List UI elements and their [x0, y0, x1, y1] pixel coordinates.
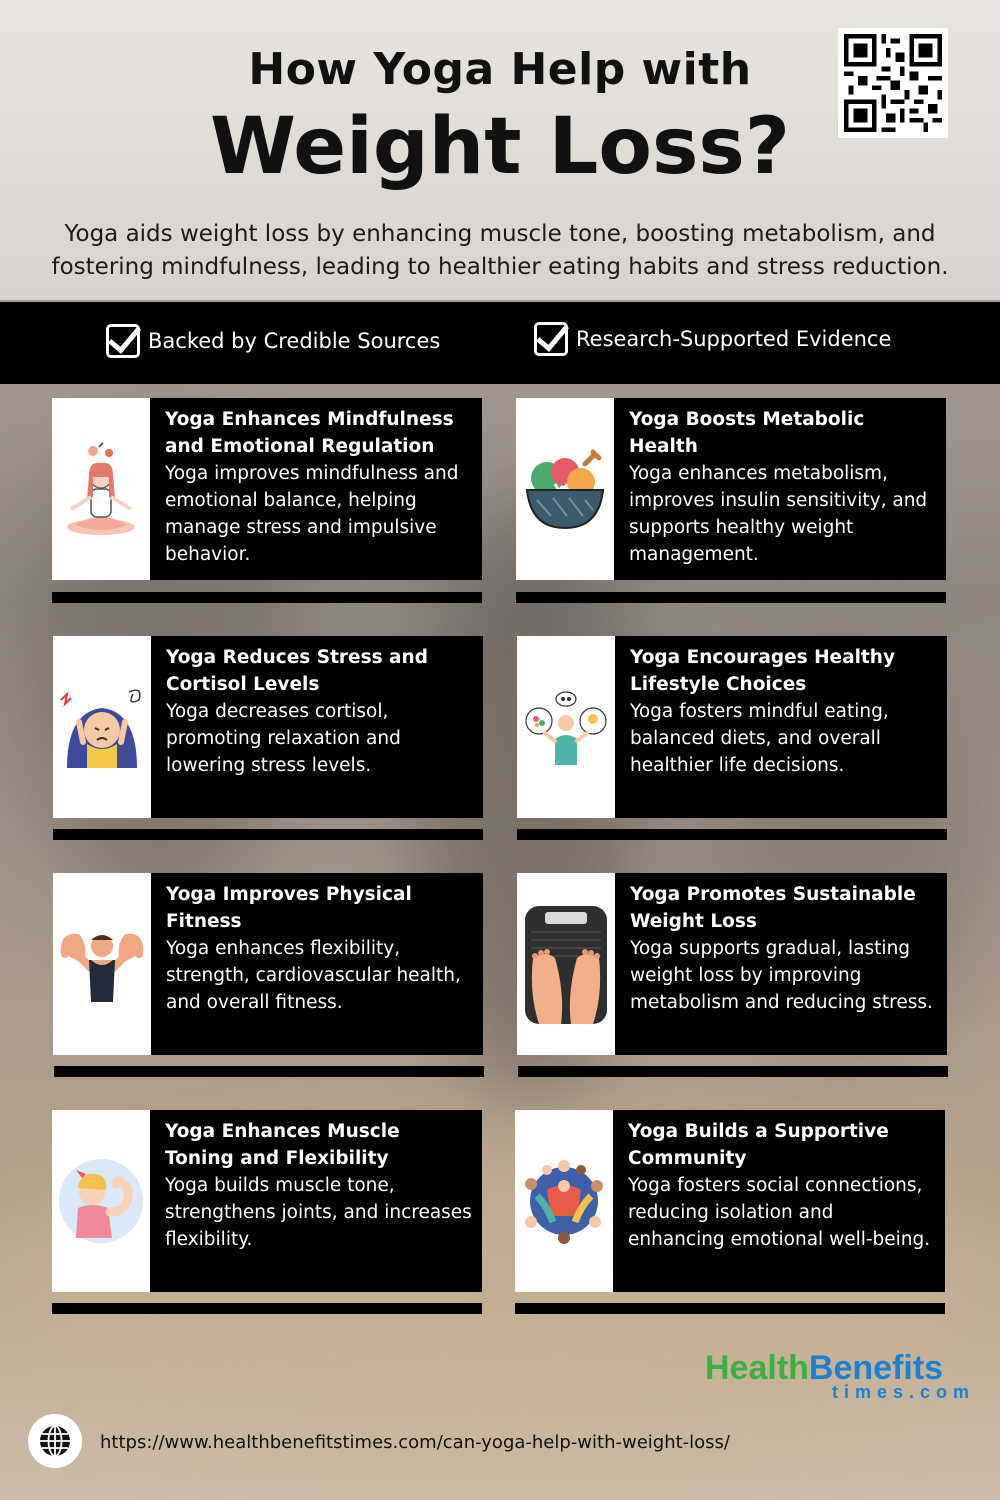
logo-times: times.com	[831, 1382, 975, 1402]
card-underline	[518, 1066, 948, 1077]
community-group-icon	[515, 1110, 613, 1292]
card-underline	[52, 1303, 482, 1314]
card-description: Yoga enhances metabolism, improves insulin sensitivity, and supports healthy weight management.	[629, 463, 928, 565]
meditating-woman-icon	[52, 398, 150, 580]
badge-label: Research-Supported Evidence	[576, 327, 892, 351]
benefit-card	[517, 636, 947, 818]
flexing-man-icon	[53, 873, 151, 1055]
badge-research-evidence	[534, 322, 891, 356]
benefit-card	[516, 398, 946, 580]
brand-logo[interactable]	[705, 1350, 975, 1403]
salad-bowl-icon	[516, 398, 614, 580]
logo-benefits: Benefits	[808, 1349, 944, 1387]
card-description: Yoga improves mindfulness and emotional balance, helping manage stress and impulsive behavior.	[165, 463, 459, 565]
logo-health: Health	[705, 1349, 809, 1387]
card-title: Yoga Enhances Muscle Toning and Flexibility	[165, 1121, 400, 1169]
benefit-card	[53, 873, 483, 1055]
stressed-woman-icon	[53, 636, 151, 818]
card-title: Yoga Encourages Healthy Lifestyle Choices	[630, 647, 896, 695]
card-underline	[516, 592, 946, 603]
page-title-line2: Weight Loss?	[209, 102, 791, 192]
flexing-woman-icon	[52, 1110, 150, 1292]
qr-code-icon[interactable]	[838, 28, 948, 138]
globe-icon	[28, 1414, 82, 1468]
benefit-card	[517, 873, 947, 1055]
card-underline	[52, 592, 482, 603]
card-description: Yoga enhances flexibility, strength, cardiovascular health, and overall fitness.	[166, 938, 461, 1013]
food-choice-icon	[517, 636, 615, 818]
benefit-card	[52, 398, 482, 580]
card-title: Yoga Improves Physical Fitness	[166, 884, 412, 932]
weighing-scale-icon	[517, 873, 615, 1055]
card-title: Yoga Reduces Stress and Cortisol Levels	[166, 647, 428, 695]
page-title-line1: How Yoga Help with	[248, 44, 752, 95]
card-underline	[517, 829, 947, 840]
benefit-card	[52, 1110, 482, 1292]
badge-credible-sources	[106, 324, 440, 358]
card-description: Yoga builds muscle tone, strengthens joints, and increases flexibility.	[165, 1175, 472, 1250]
source-url-link[interactable]: https://www.healthbenefitstimes.com/can-yoga-help-with-weight-loss/	[100, 1432, 730, 1453]
benefit-card	[53, 636, 483, 818]
badge-label: Backed by Credible Sources	[148, 329, 441, 353]
card-underline	[53, 829, 483, 840]
card-title: Yoga Enhances Mindfulness and Emotional Regulation	[165, 409, 454, 457]
card-title: Yoga Promotes Sustainable Weight Loss	[630, 884, 916, 932]
card-description: Yoga decreases cortisol, promoting relaxation and lowering stress levels.	[166, 701, 401, 776]
card-description: Yoga supports gradual, lasting weight loss by improving metabolism and reducing stress.	[630, 938, 933, 1013]
card-underline	[515, 1303, 945, 1314]
benefit-card	[515, 1110, 945, 1292]
intro-text: Yoga aids weight loss by enhancing muscle tone, boosting metabolism, and fostering mindfulness, leading to healthier eating habits and stress reduction.	[51, 221, 949, 280]
card-underline	[54, 1066, 484, 1077]
card-title: Yoga Builds a Supportive Community	[628, 1121, 889, 1169]
card-description: Yoga fosters social connections, reducing isolation and enhancing emotional well-being.	[628, 1175, 931, 1250]
credibility-band	[0, 302, 1000, 384]
checkbox-icon	[106, 324, 140, 358]
checkbox-icon	[534, 322, 568, 356]
card-description: Yoga fosters mindful eating, balanced diets, and overall healthier life decisions.	[630, 701, 889, 776]
card-title: Yoga Boosts Metabolic Health	[629, 409, 865, 457]
